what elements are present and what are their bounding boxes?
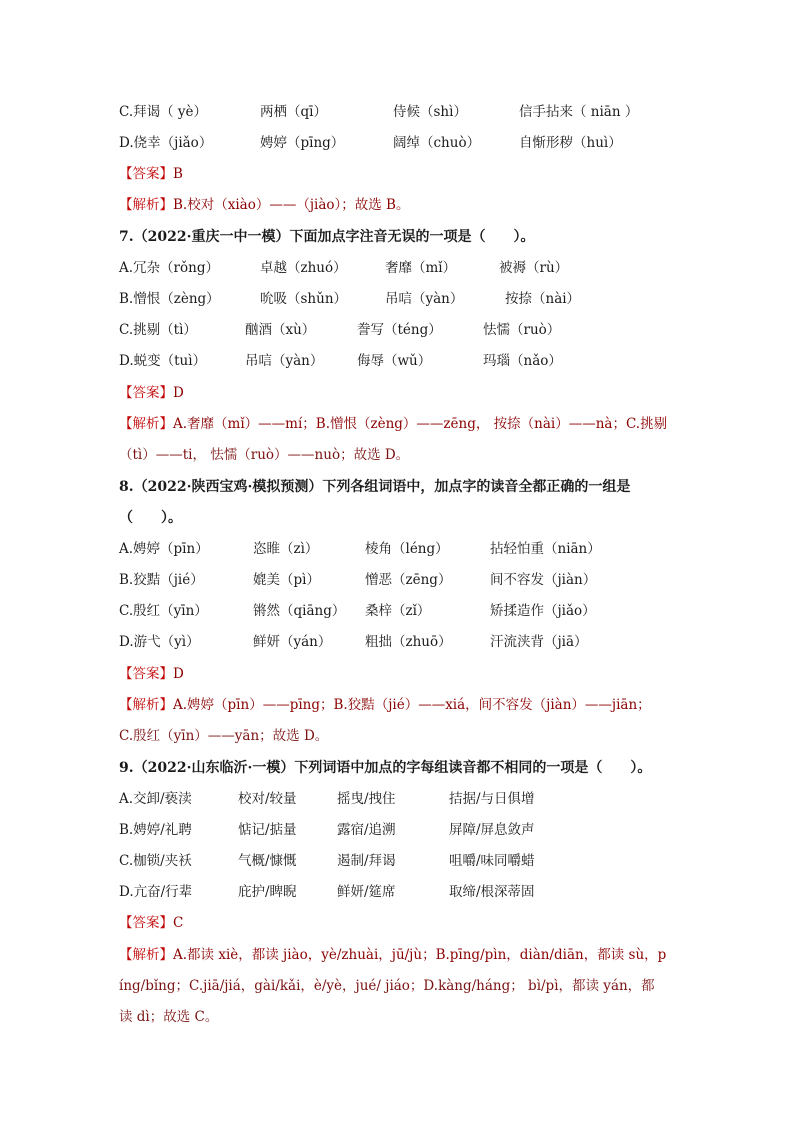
q7-explanation-line-2: （tì）——ti， 怯懦（ruò）——nuò；故选 D。: [119, 447, 410, 463]
answer-tag: 【答案】: [119, 385, 173, 401]
q7-option-c: [119, 320, 679, 340]
option-word: C.挑剔（tì）: [119, 322, 197, 338]
option-word: 媲美（pì）: [253, 572, 320, 588]
q8-option-b: [119, 570, 679, 590]
option-word: 怯懦（ruò）: [483, 322, 561, 338]
option-word: 遏制/拜谒: [337, 853, 396, 869]
option-word: 间不容发（jiàn）: [490, 572, 597, 588]
q9-option-b: [119, 820, 679, 840]
option-word: D.蜕变（tuì）: [119, 353, 207, 369]
option-c-word-3: 侍候（shì）: [393, 104, 467, 120]
option-word: 取缔/根深蒂固: [449, 884, 535, 900]
q7-answer: [119, 383, 184, 403]
q9-option-d: [119, 882, 679, 902]
option-word: 桑梓（zǐ）: [365, 603, 431, 619]
option-word: 恣睢（zì）: [253, 541, 319, 557]
option-d-word-2: 娉婷（pīng）: [260, 135, 345, 151]
q9-explanation-line-1: [119, 945, 666, 965]
option-word: A.娉婷（pīn）: [119, 541, 209, 557]
option-word: 吮吸（shǔn）: [260, 291, 348, 307]
option-word: D.游弋（yì）: [119, 634, 200, 650]
option-word: D.亢奋/行辈: [119, 884, 193, 900]
answer-value: B: [173, 166, 183, 182]
explanation-tag: 【解析】: [119, 947, 173, 963]
prev-explanation: [119, 195, 409, 215]
option-word: 吊唁（yàn）: [385, 291, 464, 307]
option-word: 拮据/与日俱增: [449, 791, 535, 807]
prev-option-c: [119, 102, 679, 122]
option-word: 庇护/睥睨: [238, 884, 297, 900]
option-d-word-3: 阔绰（chuò）: [393, 135, 481, 151]
answer-tag: 【答案】: [119, 166, 173, 182]
option-word: A.冗杂（rǒng）: [119, 260, 219, 276]
answer-tag: 【答案】: [119, 666, 173, 682]
q9-answer: [119, 913, 183, 933]
option-word: 汗流浃背（jiā）: [490, 634, 588, 650]
option-word: 咀嚼/味同嚼蜡: [449, 853, 535, 869]
option-word: B.娉婷/礼聘: [119, 822, 192, 838]
option-word: 被褥（rù）: [499, 260, 569, 276]
option-word: B.狡黠（jié）: [119, 572, 204, 588]
option-word: C.枷锁/夹袄: [119, 853, 192, 869]
option-word: 惦记/掂量: [238, 822, 297, 838]
option-c-word-2: 两栖（qī）: [260, 104, 327, 120]
option-word: 拈轻怕重（niān）: [490, 541, 601, 557]
option-word: 憎恶（zēng）: [365, 572, 452, 588]
q9-option-a: [119, 789, 679, 809]
option-word: C.殷红（yīn）: [119, 603, 208, 619]
prev-option-d: [119, 133, 679, 153]
option-word: B.憎恨（zèng）: [119, 291, 220, 307]
explanation-text: B.校对（xiào）——（jiào）；故选 B。: [173, 197, 410, 213]
answer-value: D: [173, 666, 184, 682]
q8-explanation-line-2: C.殷红（yīn）——yān；故选 D。: [119, 728, 329, 744]
option-word: 粗拙（zhuō）: [365, 634, 452, 650]
option-word: 摇曳/拽住: [337, 791, 396, 807]
q8-option-a: [119, 539, 679, 559]
option-word: 按捺（nài）: [505, 291, 581, 307]
question-7-title: 7.（2022·重庆一中一模）下面加点字注音无误的一项是（ ）。: [119, 229, 535, 245]
option-word: A.交卸/亵渎: [119, 791, 192, 807]
option-word: 棱角（léng）: [365, 541, 449, 557]
q7-option-a: [119, 258, 679, 278]
q8-option-d: [119, 632, 679, 652]
q8-answer: [119, 664, 184, 684]
explanation-text: A.都读 xiè，都读 jiào，yè/zhuài，jū/jù；B.pīng/pìn，diàn/diān，都读 sù，p: [173, 947, 667, 963]
q7-option-d: [119, 351, 679, 371]
option-word: 玛瑙（nǎo）: [483, 353, 562, 369]
answer-tag: 【答案】: [119, 915, 173, 931]
option-word: 露宿/追溯: [337, 822, 396, 838]
option-word: 屏障/屏息敛声: [449, 822, 535, 838]
q9-explanation-line-2: íng/bǐng；C.jiā/jiá，gài/kǎi，è/yè，jué/ jiáo；D.kàng/háng； bì/pì，都读 yán，都: [119, 978, 655, 994]
explanation-tag: 【解析】: [119, 697, 173, 713]
option-word: 奢靡（mǐ）: [385, 260, 457, 276]
option-word: 鲜妍/筵席: [337, 884, 396, 900]
option-c-word-1: C.拜谒（ yè）: [119, 104, 208, 120]
q8-explanation-line-1: [119, 695, 651, 715]
option-word: 校对/较量: [238, 791, 297, 807]
option-word: 鲜妍（yán）: [253, 634, 332, 650]
q8-option-c: [119, 601, 679, 621]
answer-value: C: [173, 915, 184, 931]
option-word: 矫揉造作（jiǎo）: [490, 603, 596, 619]
option-word: 酗酒（xù）: [245, 322, 316, 338]
option-word: 锵然（qiāng）: [253, 603, 346, 619]
option-d-word-1: D.侥幸（jiǎo）: [119, 135, 213, 151]
question-9-title: 9.（2022·山东临沂·一模）下列词语中加点的字每组读音都不相同的一项是（ ）。: [119, 760, 652, 776]
q9-option-c: [119, 851, 679, 871]
question-8-title-line-2: （ ）。: [119, 510, 182, 526]
answer-value: D: [173, 385, 184, 401]
q9-explanation-line-3: 读 dì；故选 C。: [119, 1009, 219, 1025]
q7-explanation-line-1: [119, 414, 667, 434]
explanation-tag: 【解析】: [119, 197, 173, 213]
option-word: 吊唁（yàn）: [245, 353, 324, 369]
option-word: 气概/慷慨: [238, 853, 297, 869]
q7-option-b: [119, 289, 679, 309]
prev-answer: [119, 164, 183, 184]
explanation-text: A.奢靡（mǐ）——mí；B.憎恨（zèng）——zēng， 按捺（nài）——nà；C.挑剔: [173, 416, 668, 432]
explanation-text: A.娉婷（pīn）——pīng；B.狡黠（jié）——xiá，间不容发（jiàn）——jiān；: [173, 697, 651, 713]
option-word: 侮辱（wǔ）: [357, 353, 432, 369]
question-8-title-line-1: 8.（2022·陕西宝鸡·模拟预测）下列各组词语中，加点字的读音全都正确的一组是: [119, 479, 631, 495]
option-c-word-4: 信手拈来（ niān ）: [519, 104, 639, 120]
option-d-word-4: 自惭形秽（huì）: [519, 135, 622, 151]
explanation-tag: 【解析】: [119, 416, 173, 432]
option-word: 卓越（zhuó）: [260, 260, 347, 276]
option-word: 誊写（téng）: [357, 322, 442, 338]
